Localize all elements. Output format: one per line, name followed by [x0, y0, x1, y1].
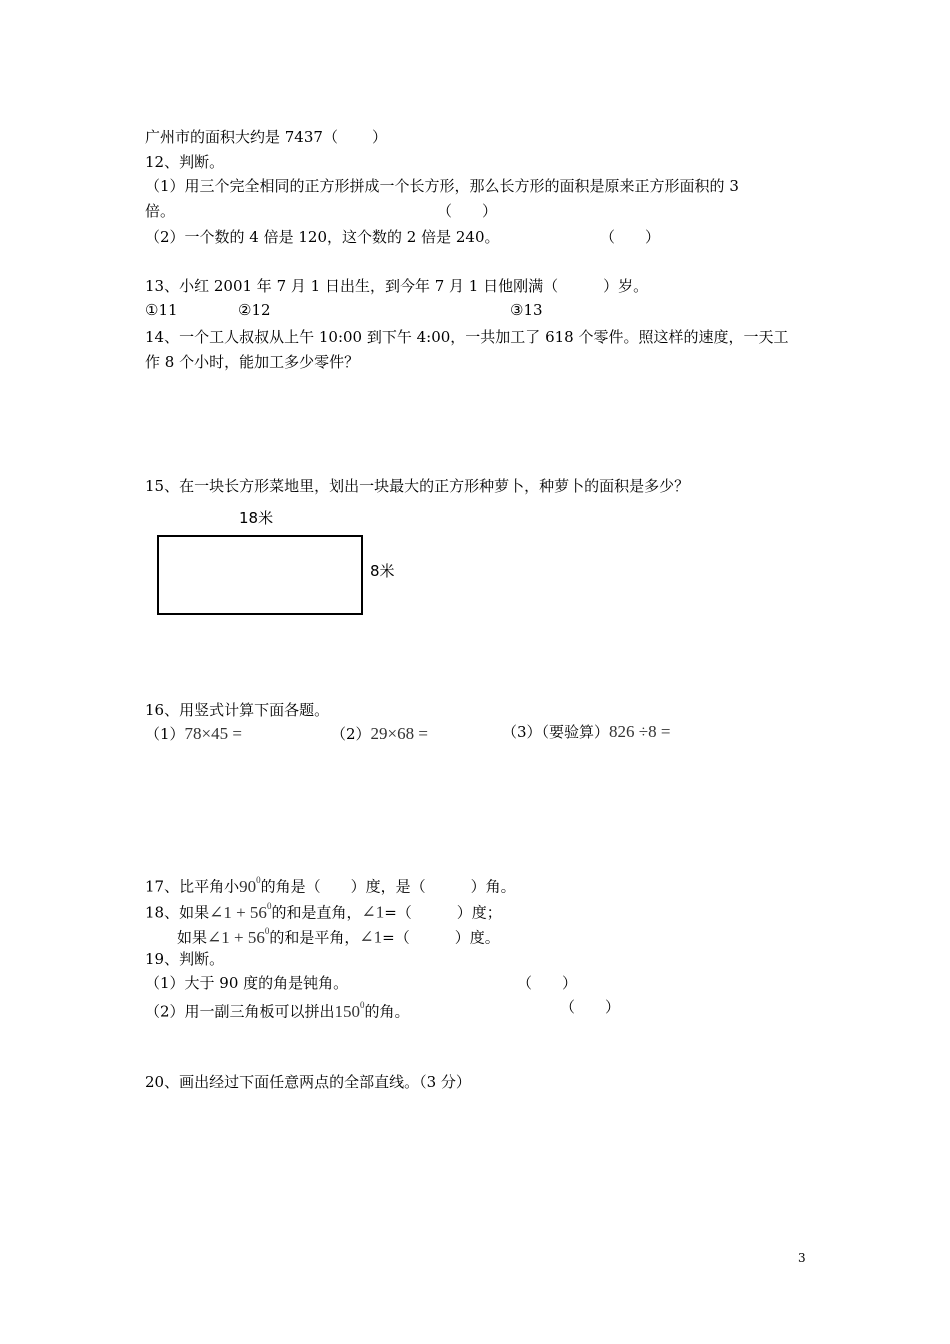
- q19-item2-answer-paren: （ ）: [560, 998, 621, 1016]
- q19-item2: （2）用一副三角板可以拼出$150^0$的角。: [145, 1000, 410, 1021]
- q13-option-3: ③13: [510, 301, 543, 319]
- q17-text: 17、比平角小$90^0$的角是（ ）度，是（ ）角。: [145, 875, 516, 896]
- q16-title: 16、用竖式计算下面各题。: [145, 701, 330, 719]
- q11-text: 广州市的面积大约是 7437（ ）: [145, 128, 387, 146]
- q12-item1-line1: （1）用三个完全相同的正方形拼成一个长方形，那么长方形的面积是原来正方形面积的 3: [145, 177, 739, 195]
- q12-item1-answer-paren: （ ）: [437, 202, 498, 220]
- rectangle-length-label: 18米: [239, 509, 274, 527]
- q12-item1-line2: 倍。: [145, 202, 176, 220]
- q16-problem-3: （3）（要验算）826 ÷8 =: [502, 722, 671, 741]
- q13-text: 13、小红 2001 年 7 月 1 日出生，到今年 7 月 1 日他刚满（ ）岁。: [145, 277, 649, 295]
- q12-title: 12、判断。: [145, 153, 225, 171]
- q20-text: 20、画出经过下面任意两点的全部直线。（3 分）: [145, 1073, 471, 1091]
- q12-item2: （2）一个数的 4 倍是 120，这个数的 2 倍是 240。: [145, 228, 500, 246]
- q16-problem-2: （2）29×68 =: [331, 724, 428, 743]
- q13-option-2: ②12: [238, 301, 271, 319]
- page-number: 3: [798, 1251, 806, 1265]
- vegetable-field-rectangle: [157, 535, 363, 615]
- q19-item1: （1）大于 90 度的角是钝角。: [145, 974, 349, 992]
- rectangle-width-label: 8米: [370, 562, 395, 580]
- q18-line2: 如果∠1 + $56^0$的和是平角，∠1=（ ）度。: [177, 926, 500, 947]
- q19-item1-answer-paren: （ ）: [517, 974, 578, 992]
- q19-title: 19、判断。: [145, 950, 225, 968]
- q13-option-1: ①11: [145, 301, 178, 319]
- q18-line1: 18、如果∠1 + $56^0$的和是直角，∠1=（ ）度；: [145, 901, 502, 922]
- q15-text: 15、在一块长方形菜地里，划出一块最大的正方形种萝卜，种萝卜的面积是多少？: [145, 477, 690, 495]
- q16-problem-1: （1）78×45 =: [145, 724, 242, 743]
- q14-line1: 14、一个工人叔叔从上午 10:00 到下午 4:00，一共加工了 618 个零件。照这样的速度，一天工: [145, 328, 789, 346]
- q12-item2-answer-paren: （ ）: [600, 228, 661, 246]
- q14-line2: 作 8 个小时，能加工多少零件？: [145, 353, 360, 371]
